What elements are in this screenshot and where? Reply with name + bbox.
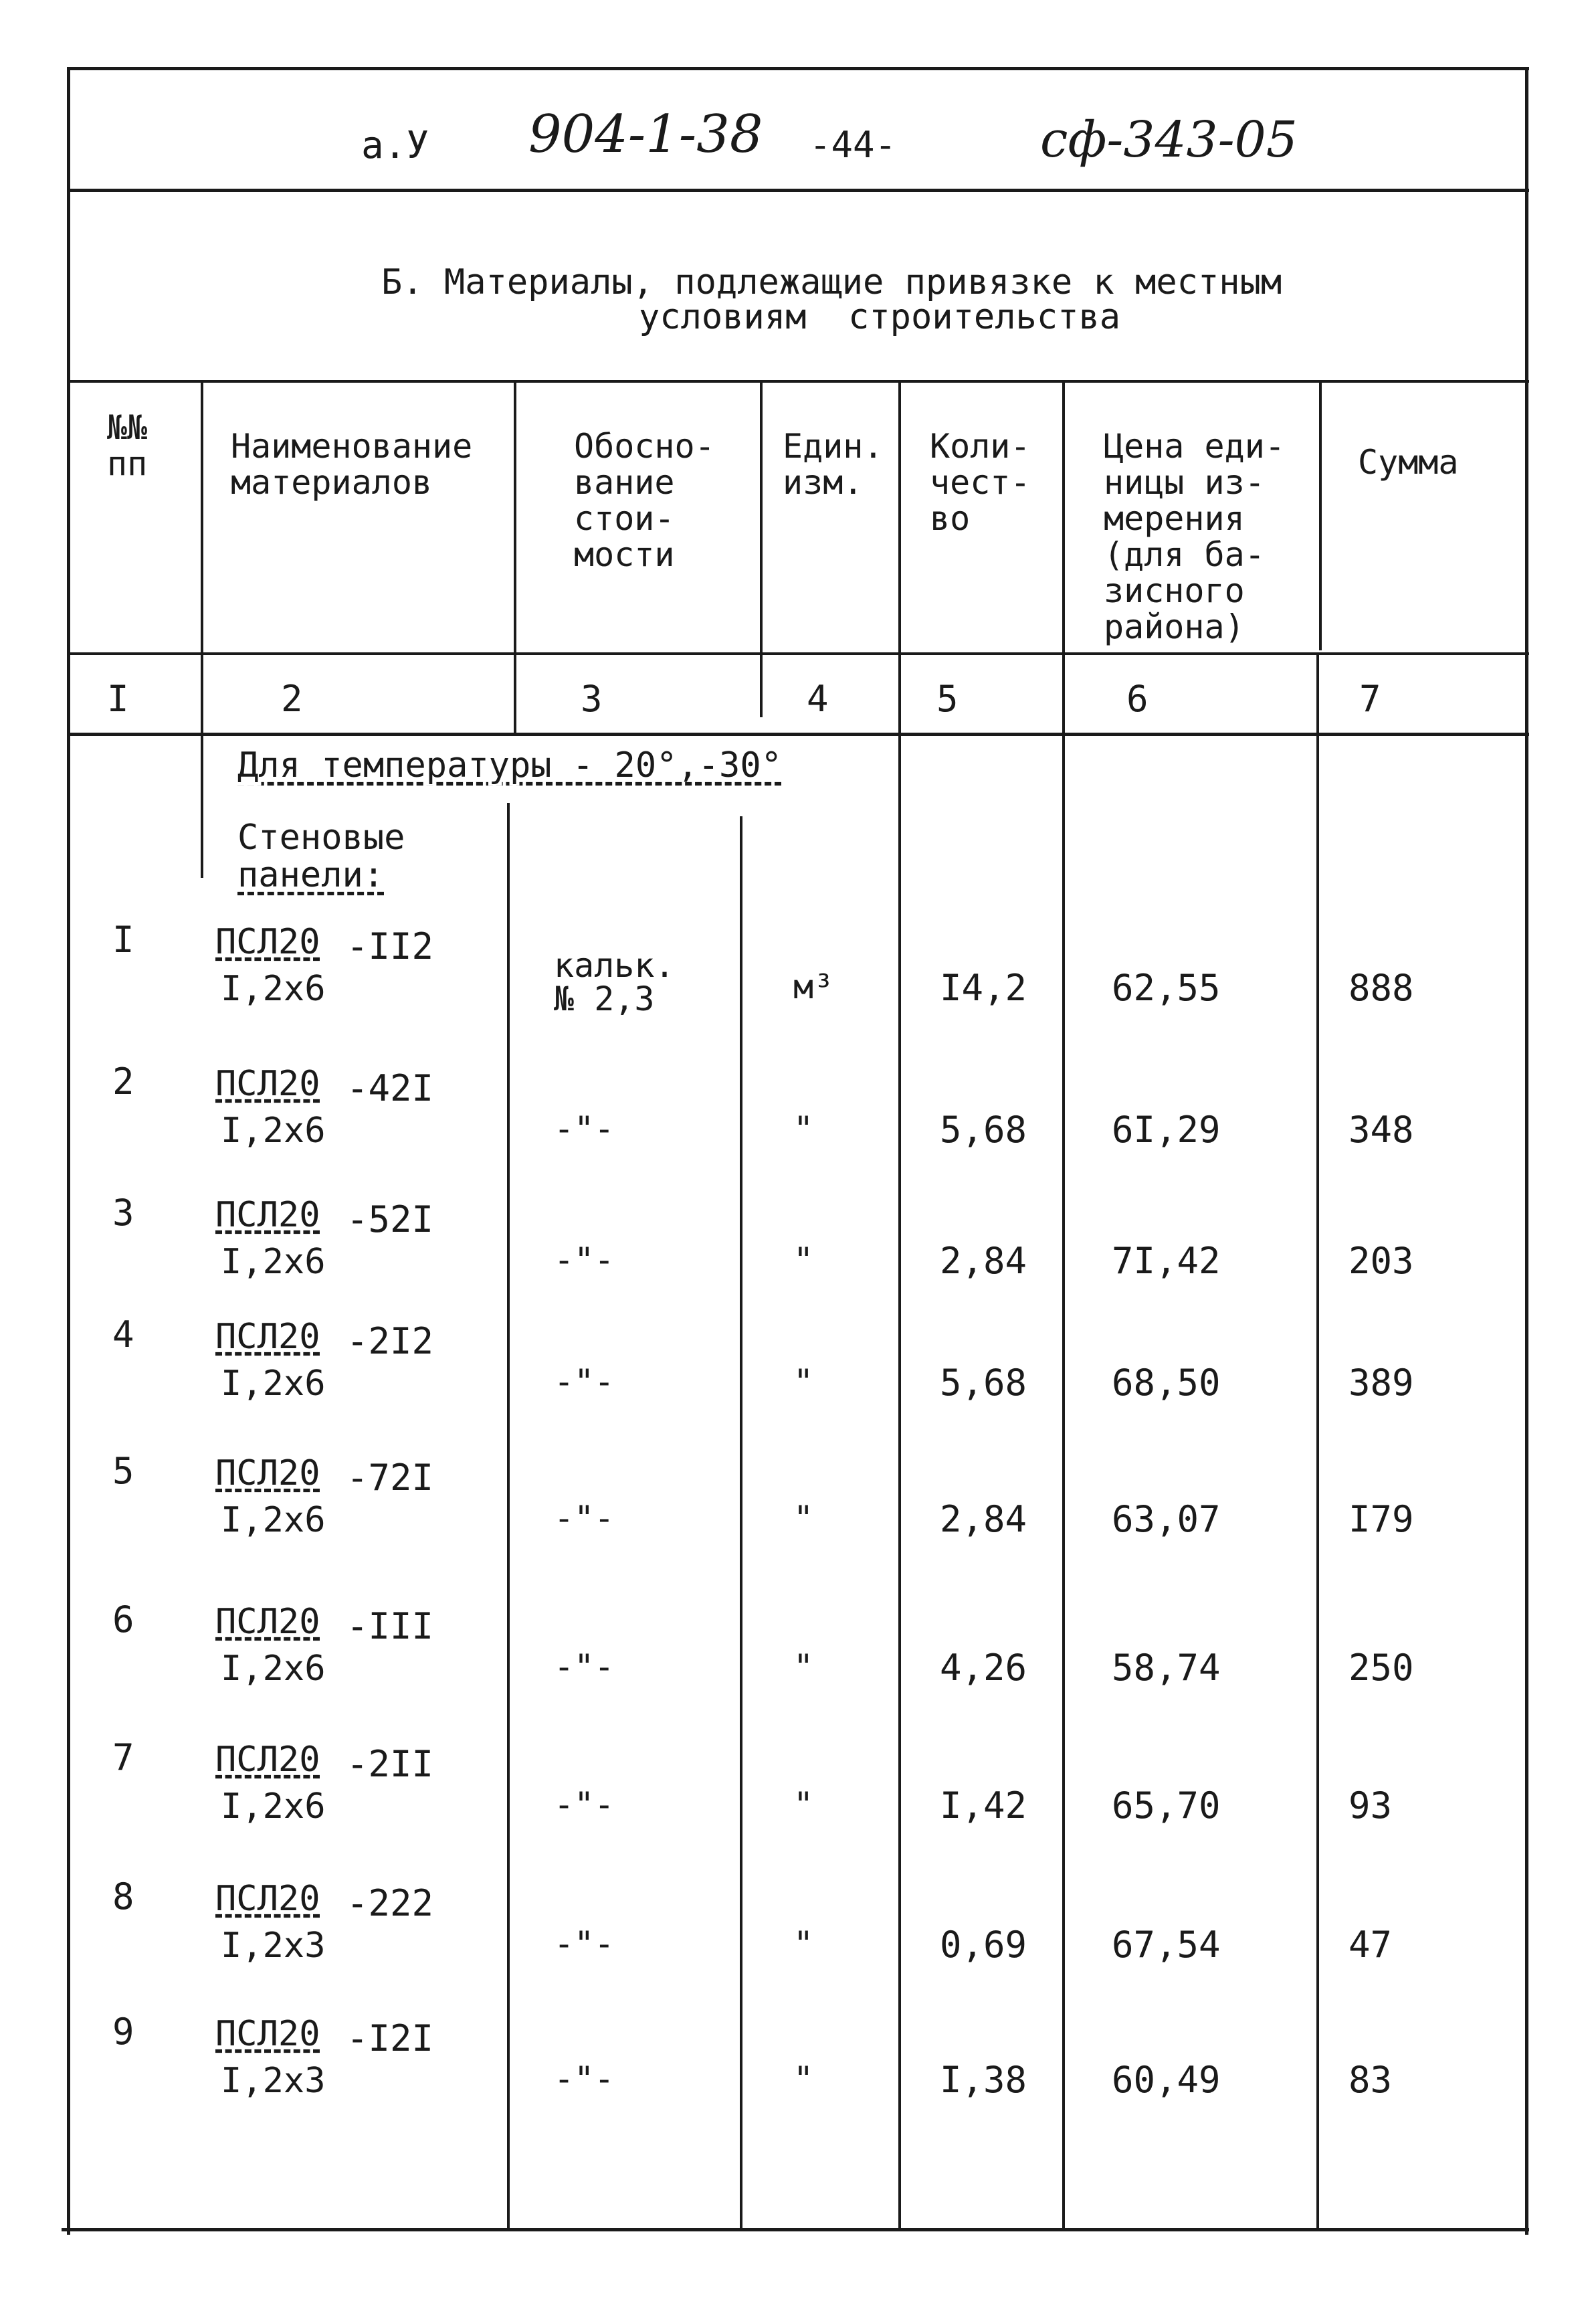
row-number: 8 <box>112 1875 134 1918</box>
cost-basis: -"- <box>554 1647 615 1686</box>
sum: 93 <box>1349 1784 1393 1827</box>
col-line-5-6 <box>1062 383 1065 2228</box>
quantity: 0,69 <box>940 1924 1027 1966</box>
col-header-5 <box>930 428 1031 537</box>
title-divider <box>67 380 1529 383</box>
col-header-1-line1: №№ <box>107 408 148 447</box>
quantity: 5,68 <box>940 1362 1027 1404</box>
unit-price: 62,55 <box>1112 967 1221 1009</box>
col-header-3-line3: стои- <box>574 499 675 538</box>
quantity: I,42 <box>940 1784 1027 1827</box>
unit: " <box>793 1109 814 1148</box>
col-header-7-line1: Сумма <box>1358 443 1459 482</box>
row-number: 4 <box>112 1313 134 1356</box>
col-header-1-line2: пп <box>107 444 148 483</box>
col-line-6-7 <box>1319 383 1322 650</box>
unit: м³ <box>793 967 834 1006</box>
material-suffix: -I2I <box>346 2017 434 2059</box>
quantity: 5,68 <box>940 1109 1027 1151</box>
material-size: I,2х6 <box>221 1500 326 1540</box>
cost-basis: -"- <box>554 1785 615 1824</box>
material-mark: ПСЛ20 <box>215 1064 320 1104</box>
unit-price: 60,49 <box>1112 2059 1221 2101</box>
col-line-2-3 <box>514 383 516 736</box>
unit-price: 63,07 <box>1112 1498 1221 1540</box>
unit: " <box>793 1499 814 1538</box>
sum: 389 <box>1349 1362 1414 1404</box>
material-suffix: -2I2 <box>346 1320 434 1362</box>
cost-basis: -"- <box>554 1240 615 1279</box>
material-size: I,2х6 <box>221 969 326 1009</box>
col-header-3-line1: Обосно- <box>574 427 715 466</box>
quantity: 2,84 <box>940 1240 1027 1282</box>
page-number: -44- <box>809 124 897 166</box>
unit-price: 6I,29 <box>1112 1109 1221 1151</box>
col-line-3-4 <box>760 383 763 717</box>
quantity: 2,84 <box>940 1498 1027 1540</box>
col-header-6-line4: (для ба- <box>1104 535 1265 574</box>
frame-right <box>1525 67 1528 2235</box>
frame-top <box>67 67 1529 70</box>
col-header-2 <box>231 428 472 500</box>
col-header-3-line2: вание <box>574 463 675 502</box>
material-suffix: -III <box>346 1605 434 1647</box>
col-number-2: 2 <box>281 678 303 720</box>
unit-price: 7I,42 <box>1112 1240 1221 1282</box>
sheet-code: сф-343-05 <box>1040 111 1298 169</box>
column-number-divider-top <box>67 652 1529 655</box>
material-mark: ПСЛ20 <box>215 1879 320 1919</box>
material-size: I,2х3 <box>221 1926 326 1966</box>
cost-basis: -"- <box>554 1924 615 1963</box>
row-number: 9 <box>112 2011 134 2053</box>
col-header-6-line6: района) <box>1104 608 1245 646</box>
material-size: I,2х3 <box>221 2061 326 2101</box>
unit: " <box>793 1240 814 1279</box>
unit-price: 58,74 <box>1112 1647 1221 1689</box>
col-line-3-4-lower <box>740 816 742 2228</box>
col-header-3-line4: мости <box>574 535 675 574</box>
col-number-1: I <box>107 678 129 720</box>
cost-basis: кальк. <box>554 946 675 985</box>
col-header-4-line1: Един. <box>783 427 884 466</box>
material-mark: ПСЛ20 <box>215 1195 320 1235</box>
header-divider <box>67 189 1529 192</box>
subgroup-heading-line1: Стеновые <box>237 818 405 858</box>
column-number-divider-bottom <box>67 733 1529 736</box>
col-header-6 <box>1104 428 1285 645</box>
col-header-2-line1: Наименование <box>231 427 473 466</box>
row-number: 7 <box>112 1736 134 1778</box>
row-number: I <box>112 919 134 961</box>
sum: 888 <box>1349 967 1414 1009</box>
sum: 83 <box>1349 2059 1393 2101</box>
cost-basis: -"- <box>554 1109 615 1148</box>
col-header-4 <box>783 428 884 500</box>
col-number-4: 4 <box>807 678 829 720</box>
col-number-5: 5 <box>936 678 959 720</box>
subgroup-heading-line2: панели: <box>237 855 385 895</box>
material-suffix: -2II <box>346 1743 434 1785</box>
row-number: 2 <box>112 1060 134 1103</box>
material-size: I,2х6 <box>221 1111 326 1151</box>
frame-bottom <box>62 2228 1529 2231</box>
col-header-5-line2: чест- <box>930 463 1031 502</box>
sum: 203 <box>1349 1240 1414 1282</box>
sum: 250 <box>1349 1647 1414 1689</box>
col-header-2-line2: материалов <box>231 463 433 502</box>
material-suffix: -222 <box>346 1882 434 1924</box>
quantity: I4,2 <box>940 967 1027 1009</box>
section-title-line1: Б. Материалы, подлежащие привязке к местным <box>381 262 1282 302</box>
row-number: 5 <box>112 1450 134 1492</box>
unit-price: 67,54 <box>1112 1924 1221 1966</box>
material-mark: ПСЛ20 <box>215 2014 320 2054</box>
material-suffix: -42I <box>346 1067 434 1109</box>
row-number: 6 <box>112 1598 134 1641</box>
col-line-4-5 <box>898 383 901 2228</box>
group-heading: Для температуры - 20°,-30° <box>237 745 782 786</box>
unit: " <box>793 1647 814 1686</box>
col-header-1 <box>107 409 194 482</box>
col-number-6: 6 <box>1126 678 1149 720</box>
material-size: I,2х6 <box>221 1786 326 1827</box>
col-line-1-2 <box>201 383 203 878</box>
col-line-2-3-lower <box>507 803 510 2228</box>
cost-basis: -"- <box>554 1362 615 1401</box>
sum: 47 <box>1349 1924 1393 1966</box>
material-size: I,2х6 <box>221 1364 326 1404</box>
material-size: I,2х6 <box>221 1649 326 1689</box>
cost-basis-ref: № 2,3 <box>554 980 655 1018</box>
frame-left <box>67 67 70 2235</box>
material-mark: ПСЛ20 <box>215 1453 320 1493</box>
sum: I79 <box>1349 1498 1414 1540</box>
col-header-6-line3: мерения <box>1104 499 1245 538</box>
material-size: I,2х6 <box>221 1242 326 1282</box>
col-header-5-line1: Коли- <box>930 427 1031 466</box>
material-mark: ПСЛ20 <box>215 1317 320 1357</box>
quantity: 4,26 <box>940 1647 1027 1689</box>
col-header-6-line2: ницы из- <box>1104 463 1265 502</box>
quantity: I,38 <box>940 2059 1027 2101</box>
header-prefix: а.У <box>361 124 429 167</box>
unit-price: 68,50 <box>1112 1362 1221 1404</box>
sum: 348 <box>1349 1109 1414 1151</box>
section-title-line2: условиям строительства <box>639 297 1121 337</box>
material-mark: ПСЛ20 <box>215 1740 320 1780</box>
material-suffix: -52I <box>346 1198 434 1240</box>
col-number-3: 3 <box>581 678 603 720</box>
project-code: 904-1-38 <box>528 104 763 165</box>
unit: " <box>793 1362 814 1401</box>
row-number: 3 <box>112 1192 134 1234</box>
col-header-5-line3: во <box>930 499 971 538</box>
col-header-6-line5: зисного <box>1104 571 1245 610</box>
material-suffix: -72I <box>346 1457 434 1499</box>
col-line-6-7-mid <box>1316 652 1319 2228</box>
col-header-7 <box>1358 444 1459 480</box>
cost-basis: -"- <box>554 1499 615 1538</box>
material-mark: ПСЛ20 <box>215 922 320 962</box>
unit: " <box>793 1924 814 1963</box>
cost-basis: -"- <box>554 2059 615 2098</box>
col-header-4-line2: изм. <box>783 463 864 502</box>
material-suffix: -II2 <box>346 925 434 967</box>
unit: " <box>793 2059 814 2098</box>
unit-price: 65,70 <box>1112 1784 1221 1827</box>
unit: " <box>793 1785 814 1824</box>
col-number-7: 7 <box>1359 678 1381 720</box>
col-header-3 <box>574 428 715 573</box>
col-header-6-line1: Цена еди- <box>1104 427 1285 466</box>
material-mark: ПСЛ20 <box>215 1602 320 1642</box>
